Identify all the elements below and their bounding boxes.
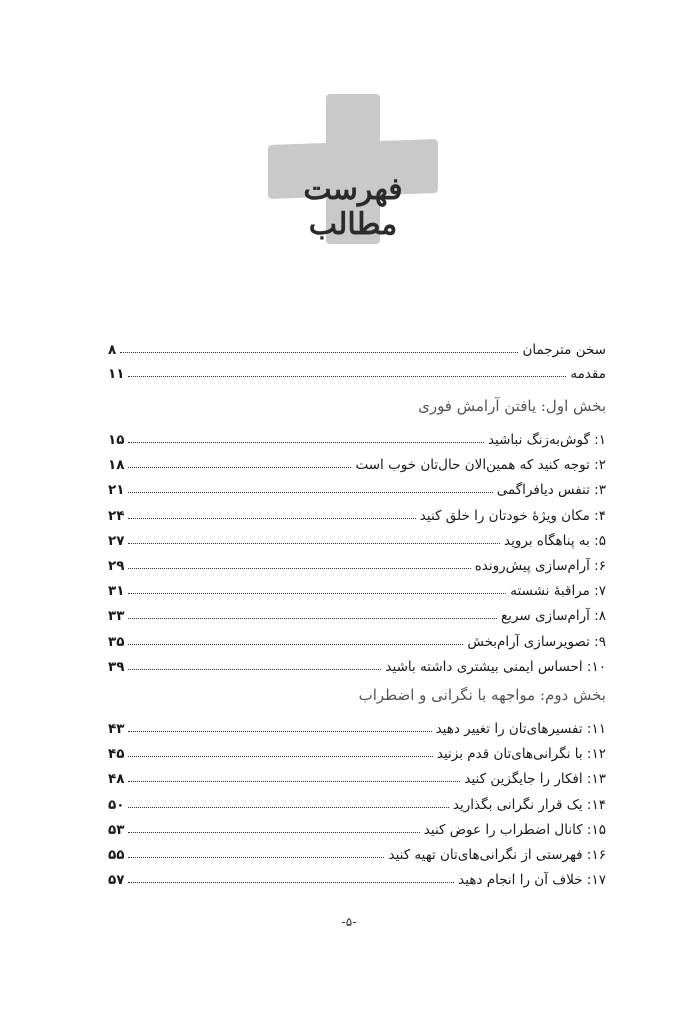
toc-entry-label: ۱۴: یک قرار نگرانی بگذارید — [452, 797, 606, 813]
toc-entry-page: ۴۵ — [108, 746, 125, 762]
dot-leader — [128, 543, 500, 544]
section-heading: بخش دوم: مواجهه با نگرانی و اضطراب — [358, 686, 606, 704]
toc-entry-label: ۷: مراقبهٔ نشسته — [510, 583, 606, 599]
toc-entry-page: ۳۳ — [108, 608, 125, 624]
toc-entry — [108, 476, 606, 498]
toc-entry-page: ۲۹ — [108, 558, 125, 574]
toc-entry-page: ۲۱ — [108, 482, 125, 498]
toc-entry — [108, 552, 606, 574]
toc-entry-label: ۶: آرام‌سازی پیش‌رونده — [474, 558, 606, 574]
toc-entry-label: ۹: تصویرسازی آرام‌بخش — [467, 634, 606, 650]
toc-entry-page: ۵۵ — [108, 847, 125, 863]
toc-entry-page: ۲۴ — [108, 508, 125, 524]
toc-entry-label: ۱۵: کانال اضطراب را عوض کنید — [423, 822, 606, 838]
toc-entry-label: سخن مترجمان — [522, 342, 606, 358]
table-of-contents — [108, 0, 606, 1024]
toc-entry-page: ۱۱ — [108, 366, 125, 382]
toc-entry-label: ۱۲: با نگرانی‌های‌تان قدم بزنید — [436, 746, 606, 762]
dot-leader — [128, 756, 432, 757]
page-number: -۵- — [341, 915, 357, 929]
toc-entry — [108, 502, 606, 524]
toc-entry — [108, 628, 606, 650]
toc-entry — [108, 740, 606, 762]
dot-leader — [128, 593, 506, 594]
toc-entry — [108, 451, 606, 473]
toc-entry — [108, 653, 606, 675]
toc-entry-label: ۵: به پناهگاه بروید — [504, 533, 606, 549]
dot-leader — [128, 857, 384, 858]
toc-entry — [108, 360, 606, 382]
toc-entry-page: ۱۸ — [108, 457, 125, 473]
dot-leader — [128, 518, 415, 519]
toc-entry-page: ۸ — [108, 342, 117, 358]
toc-entry-page: ۴۳ — [108, 721, 125, 737]
toc-entry — [108, 866, 606, 888]
dot-leader — [120, 352, 518, 353]
toc-entry-label: مقدمه — [570, 366, 606, 382]
toc-entry — [108, 715, 606, 737]
toc-entry-page: ۳۵ — [108, 634, 125, 650]
toc-entry-label: ۲: توجه کنید که همین‌الان حال‌تان خوب است — [355, 457, 606, 473]
toc-entry — [108, 816, 606, 838]
dot-leader — [128, 882, 454, 883]
dot-leader — [128, 731, 431, 732]
dot-leader — [128, 442, 483, 443]
dot-leader — [128, 568, 470, 569]
toc-entry-page: ۳۹ — [108, 659, 125, 675]
toc-entry-label: ۱۶: فهرستی از نگرانی‌های‌تان تهیه کنید — [388, 847, 606, 863]
toc-entry-label: ۱۰: احساس ایمنی بیشتری داشته باشید — [385, 659, 606, 675]
toc-entry-page: ۱۵ — [108, 432, 125, 448]
dot-leader — [128, 781, 460, 782]
dot-leader — [128, 376, 566, 377]
page-title: فهرست مطالب — [303, 172, 403, 242]
toc-entry — [108, 791, 606, 813]
toc-entry — [108, 527, 606, 549]
toc-entry — [108, 336, 606, 358]
dot-leader — [128, 669, 381, 670]
toc-entry — [108, 577, 606, 599]
toc-entry-label: ۱۳: افکار را جایگزین کنید — [464, 771, 606, 787]
toc-entry — [108, 426, 606, 448]
toc-entry-label: ۱: گوش‌به‌زنگ نباشید — [487, 432, 606, 448]
toc-entry-label: ۱۱: تفسیرهای‌تان را تغییر دهید — [435, 721, 606, 737]
toc-entry-label: ۳: تنفس دیافراگمی — [496, 482, 606, 498]
dot-leader — [128, 832, 419, 833]
toc-entry-page: ۲۷ — [108, 533, 125, 549]
toc-entry-label: ۸: آرام‌سازی سریع — [501, 608, 606, 624]
dot-leader — [128, 807, 448, 808]
toc-entry — [108, 602, 606, 624]
toc-entry-page: ۵۳ — [108, 822, 125, 838]
dot-leader — [128, 467, 351, 468]
dot-leader — [128, 644, 463, 645]
dot-leader — [128, 492, 492, 493]
toc-entry-label: ۴: مکان ویژهٔ خودتان را خلق کنید — [419, 508, 606, 524]
toc-entry-page: ۳۱ — [108, 583, 125, 599]
toc-entry-label: ۱۷: خلاف آن را انجام دهید — [458, 872, 606, 888]
dot-leader — [128, 618, 497, 619]
section-heading: بخش اول: یافتن آرامش فوری — [418, 397, 606, 415]
toc-entry-page: ۴۸ — [108, 771, 125, 787]
toc-entry — [108, 765, 606, 787]
toc-entry — [108, 841, 606, 863]
toc-entry-page: ۵۰ — [108, 797, 125, 813]
toc-entry-page: ۵۷ — [108, 872, 125, 888]
